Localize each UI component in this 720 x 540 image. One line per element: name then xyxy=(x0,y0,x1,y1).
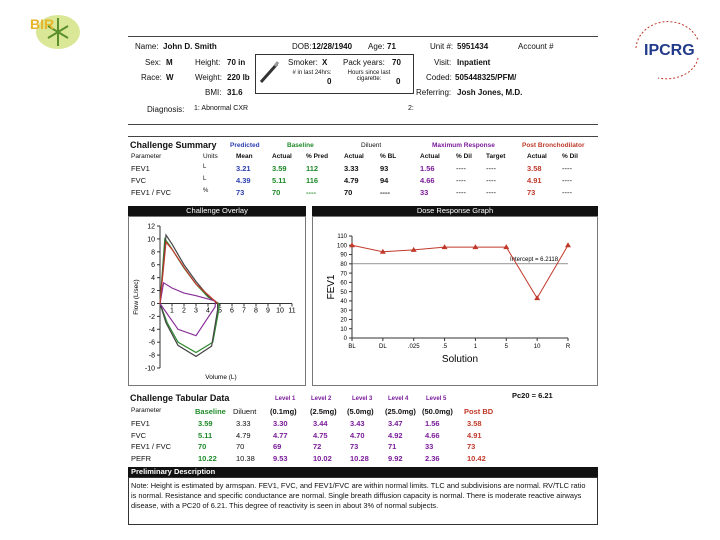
tabular-cell: 4.92 xyxy=(388,430,403,440)
dose-intercept-annotation: Intercept = 6.2118 xyxy=(510,256,559,263)
overlay-x-tick-label: 4 xyxy=(206,307,210,315)
summary-col-header: Parameter xyxy=(131,153,162,160)
group-diluent: Diluent xyxy=(361,142,382,149)
tabular-cell: 5.11 xyxy=(198,430,213,440)
coded-value: 505448325/PFM/ xyxy=(455,73,517,82)
tabular-col-header: (25.0mg) xyxy=(385,407,416,416)
dose-x-tick-label: 10 xyxy=(533,344,541,350)
overlay-y-tick-label: 2 xyxy=(151,288,155,296)
summary-cell: ---- xyxy=(456,164,466,173)
group-max: Maximum Response xyxy=(432,142,495,149)
summary-cell: 3.21 xyxy=(236,164,251,173)
dose-x-tick-label: DL xyxy=(379,344,387,350)
summary-param: FVC xyxy=(131,176,146,185)
smoker-value: X xyxy=(322,58,328,67)
tabular-cell: 4.91 xyxy=(467,430,482,440)
overlay-title: Challenge Overlay xyxy=(128,206,306,216)
summary-cell: 4.66 xyxy=(420,176,435,185)
summary-cell: ---- xyxy=(486,176,496,185)
overlay-x-tick-label: 8 xyxy=(254,307,258,315)
ipcrg-logo xyxy=(628,18,708,82)
diagnosis-label: Diagnosis: xyxy=(147,105,185,114)
tabular-cell: 4.77 xyxy=(273,430,288,440)
cigarette-icon xyxy=(258,58,280,86)
summary-divider xyxy=(128,136,598,137)
overlay-x-tick-label: 10 xyxy=(276,307,284,315)
summary-cell: 1.56 xyxy=(420,164,435,173)
visit-label: Visit: xyxy=(434,58,452,67)
tabular-cell: 3.44 xyxy=(313,419,328,428)
dose-y-tick-label: 60 xyxy=(340,280,347,287)
summary-param: FEV1 xyxy=(131,164,150,173)
age-value: 71 xyxy=(387,42,396,51)
summary-cell: ---- xyxy=(306,188,316,197)
tabular-col-header: (0.1mg) xyxy=(270,407,297,416)
overlay-x-tick-label: 11 xyxy=(288,307,296,315)
age-label: Age: xyxy=(368,42,385,51)
tabular-cell: 3.58 xyxy=(467,419,482,428)
summary-cell: ---- xyxy=(456,188,466,197)
race-label: Race: xyxy=(141,73,162,82)
pc20-value: Pc20 = 6.21 xyxy=(512,391,553,400)
sex-label: Sex: xyxy=(145,58,162,67)
name-label: Name: xyxy=(135,42,159,51)
patient-name: John D. Smith xyxy=(163,42,217,51)
flow-volume-loop xyxy=(160,239,219,353)
tabular-cell: 3.33 xyxy=(236,419,251,428)
tabular-cell: 4.79 xyxy=(236,430,251,440)
height-label: Height: xyxy=(195,58,221,67)
summary-cell: 3.58 xyxy=(527,164,542,173)
race-value: W xyxy=(166,73,174,82)
dose-y-tick-label: 10 xyxy=(340,326,347,333)
tabular-cell: 70 xyxy=(198,442,207,451)
tabular-title: Challenge Tabular Data xyxy=(130,393,230,403)
overlay-y-tick-label: 10 xyxy=(147,236,155,244)
tabular-cell: 3.59 xyxy=(198,419,213,428)
summary-cell: 94 xyxy=(380,176,389,185)
diagnosis-1: 1: Abnormal CXR xyxy=(194,105,249,112)
overlay-x-label: Volume (L) xyxy=(205,374,237,381)
summary-col-header: Actual xyxy=(420,153,440,160)
level-label: Level 4 xyxy=(388,396,409,402)
overlay-x-tick-label: 5 xyxy=(218,307,222,315)
level-label: Level 1 xyxy=(275,396,296,402)
prelim-text: Note: Height is estimated by armspan. FEV1, FVC, and FEV1/FVC are within normal limits. TLC and subdivisions are normal. RV/TLC ratio is normal. Resistance and specific conductance are normal. Single breath diffusion capacity is normal. There is moderate reactive airways disease, with a PC20 of 6.21. This degree of reactivity is seen in about 3% of normal subjects. xyxy=(131,481,586,510)
overlay-y-tick-label: 0 xyxy=(151,300,155,308)
bir-logo-text: BIR xyxy=(30,16,55,32)
tabular-cell: 9.53 xyxy=(273,453,288,463)
tabular-cell: 4.70 xyxy=(350,430,365,440)
summary-cell: 73 xyxy=(236,188,245,197)
dose-y-tick-label: 90 xyxy=(340,252,347,259)
overlay-x-tick-label: 6 xyxy=(230,307,234,315)
overlay-y-tick-label: 12 xyxy=(147,223,155,231)
overlay-y-tick-label: 4 xyxy=(151,275,155,283)
dose-x-label: Solution xyxy=(441,354,479,365)
overlay-x-tick-label: 2 xyxy=(182,307,186,315)
hours-value: 0 xyxy=(396,77,401,86)
tabular-cell: 10.42 xyxy=(467,453,486,463)
tabular-col-header: (50.0mg) xyxy=(422,407,453,416)
group-post: Post Bronchodilator xyxy=(522,142,585,149)
referring-value: Josh Jones, M.D. xyxy=(457,88,523,97)
dose-y-tick-label: 100 xyxy=(336,243,347,250)
tabular-col-header: (2.5mg) xyxy=(310,407,337,416)
summary-cell: 112 xyxy=(306,164,319,173)
dose-y-tick-label: 80 xyxy=(340,262,347,269)
dose-y-tick-label: 70 xyxy=(340,271,347,278)
tabular-col-header: (5.0mg) xyxy=(347,407,374,416)
smoker-label: Smoker: xyxy=(288,58,318,67)
tabular-param: FEV1 xyxy=(131,419,150,428)
last24-value: 0 xyxy=(327,77,332,86)
summary-col-header: Actual xyxy=(344,153,364,160)
bmi-value: 31.6 xyxy=(227,88,243,97)
summary-cell: ---- xyxy=(486,188,496,197)
group-baseline: Baseline xyxy=(287,142,314,149)
summary-cell: 3.59 xyxy=(272,164,287,173)
summary-param: FEV1 / FVC xyxy=(131,188,172,197)
bmi-label: BMI: xyxy=(205,88,222,97)
tabular-cell: 2.36 xyxy=(425,453,440,463)
sex-value: M xyxy=(166,58,173,67)
dose-y-tick-label: 20 xyxy=(340,317,347,324)
summary-cell: ---- xyxy=(562,164,572,173)
overlay-y-label: Flow (L/sec) xyxy=(133,279,140,315)
summary-cell: 70 xyxy=(272,188,281,197)
summary-cell: ---- xyxy=(380,188,390,197)
tabular-col-header: Post BD xyxy=(464,407,494,416)
tabular-cell: 70 xyxy=(236,442,245,451)
unit-value: 5951434 xyxy=(457,42,489,51)
dose-y-tick-label: 110 xyxy=(337,234,347,241)
dose-x-tick-label: .025 xyxy=(407,344,420,350)
tabular-cell: 73 xyxy=(350,442,359,451)
tabular-cell: 3.43 xyxy=(350,419,365,428)
summary-cell: ---- xyxy=(456,176,466,185)
tabular-col-header: Diluent xyxy=(233,407,257,416)
tabular-cell: 10.28 xyxy=(350,453,369,463)
dose-data-point xyxy=(534,295,540,300)
overlay-y-tick-label: -10 xyxy=(144,365,155,373)
dose-y-tick-label: 40 xyxy=(340,299,347,306)
summary-cell: L xyxy=(203,164,207,170)
tabular-col-header: Baseline xyxy=(195,407,226,416)
last24-label: # in last 24hrs: xyxy=(292,70,332,76)
summary-cell: ---- xyxy=(562,188,572,197)
dose-x-tick-label: 1 xyxy=(473,344,478,350)
summary-cell: 33 xyxy=(420,188,429,197)
tabular-cell: 4.75 xyxy=(313,430,328,440)
overlay-y-tick-label: 6 xyxy=(151,262,155,270)
summary-cell: ---- xyxy=(486,164,496,173)
summary-cell: 73 xyxy=(527,188,536,197)
dose-y-label: FEV1 xyxy=(326,274,337,300)
overlay-y-tick-label: -2 xyxy=(148,313,155,321)
overlay-y-tick-label: 8 xyxy=(151,249,155,257)
hours-label: Hours since last cigarette: xyxy=(347,70,391,82)
dose-y-tick-label: 30 xyxy=(340,308,347,315)
visit-value: Inpatient xyxy=(457,58,491,67)
dose-data-point xyxy=(565,242,571,247)
summary-col-header: Target xyxy=(486,153,506,160)
summary-cell: L xyxy=(203,176,207,182)
overlay-y-tick-label: -4 xyxy=(148,326,155,334)
summary-col-header: % BL xyxy=(380,153,397,160)
summary-cell: 4.79 xyxy=(344,176,359,185)
dose-chart xyxy=(312,216,598,386)
packyears-label: Pack years: xyxy=(343,58,385,67)
level-label: Level 3 xyxy=(352,396,373,402)
tabular-cell: 73 xyxy=(467,442,476,451)
summary-cell: 4.91 xyxy=(527,176,542,185)
dose-x-tick-label: BL xyxy=(348,344,356,350)
dose-x-tick-label: R xyxy=(565,344,571,350)
weight-value: 220 lb xyxy=(227,73,250,82)
overlay-chart xyxy=(128,216,306,386)
summary-cell: % xyxy=(203,188,209,194)
dose-y-tick-label: 50 xyxy=(340,289,347,296)
tabular-cell: 33 xyxy=(425,442,434,451)
overlay-x-tick-label: 9 xyxy=(266,307,270,315)
summary-cell: 70 xyxy=(344,188,353,197)
overlay-x-tick-label: 1 xyxy=(170,307,174,315)
bir-logo xyxy=(18,12,84,52)
summary-cell: 3.33 xyxy=(344,164,359,173)
overlay-y-tick-label: -6 xyxy=(148,339,155,347)
summary-cell: 4.39 xyxy=(236,176,251,185)
referring-label: Referring: xyxy=(416,88,452,97)
summary-cell: 5.11 xyxy=(272,176,287,185)
tabular-param: FEV1 / FVC xyxy=(131,442,172,451)
level-label: Level 5 xyxy=(426,396,447,402)
tabular-cell: 69 xyxy=(273,442,282,451)
dose-y-tick-label: 0 xyxy=(343,336,347,343)
summary-col-header: % Dil xyxy=(562,153,578,160)
tabular-cell: 1.56 xyxy=(425,419,440,428)
dose-title: Dose Response Graph xyxy=(312,206,598,216)
summary-col-header: % Dil xyxy=(456,153,472,160)
summary-col-header: Mean xyxy=(236,153,253,160)
tabular-cell: 72 xyxy=(313,442,322,451)
summary-col-header: % Pred xyxy=(306,153,329,160)
tabular-cell: 10.38 xyxy=(236,453,255,463)
summary-cell: ---- xyxy=(562,176,572,185)
tabular-cell: 3.30 xyxy=(273,419,288,428)
ipcrg-logo-text: IPCRG xyxy=(644,42,695,59)
group-predicted: Predicted xyxy=(230,142,260,149)
summary-col-header: Units xyxy=(203,153,218,160)
level-label: Level 2 xyxy=(311,396,332,402)
overlay-x-tick-label: 7 xyxy=(242,307,246,315)
tabular-cell: 71 xyxy=(388,442,397,451)
unit-label: Unit #: xyxy=(430,42,454,51)
weight-label: Weight: xyxy=(195,73,222,82)
summary-col-header: Actual xyxy=(527,153,547,160)
dose-x-tick-label: 5 xyxy=(504,344,508,350)
tabular-col-header: Parameter xyxy=(131,407,162,414)
packyears-value: 70 xyxy=(392,58,401,67)
dob-value: 12/28/1940 xyxy=(312,42,353,51)
coded-label: Coded: xyxy=(426,73,452,82)
dob-label: DOB: xyxy=(292,42,312,51)
height-value: 70 in xyxy=(227,58,246,67)
summary-cell: 93 xyxy=(380,164,389,173)
tabular-cell: 9.92 xyxy=(388,453,403,463)
summary-col-header: Actual xyxy=(272,153,292,160)
overlay-y-tick-label: -8 xyxy=(148,352,155,360)
summary-cell: 116 xyxy=(306,176,319,185)
summary-title: Challenge Summary xyxy=(130,140,217,150)
tabular-param: PEFR xyxy=(131,453,152,463)
tabular-cell: 10.22 xyxy=(198,453,217,463)
account-label: Account # xyxy=(518,42,554,51)
tabular-cell: 4.66 xyxy=(425,430,440,440)
dose-x-tick-label: .5 xyxy=(442,344,448,350)
overlay-x-tick-label: 3 xyxy=(194,307,198,315)
diagnosis-2: 2: xyxy=(408,105,414,112)
tabular-param: FVC xyxy=(131,430,146,440)
tabular-cell: 10.02 xyxy=(313,453,332,463)
prelim-title: Preliminary Description xyxy=(128,467,598,477)
tabular-cell: 3.47 xyxy=(388,419,403,428)
